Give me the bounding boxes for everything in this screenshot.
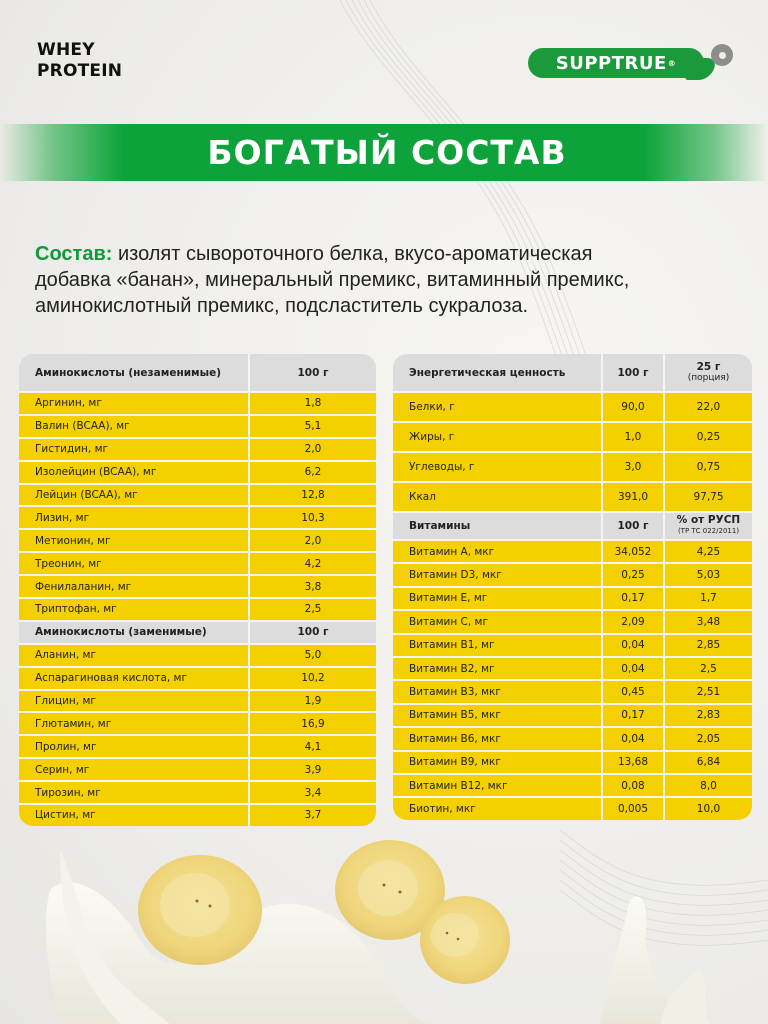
amino-acid-name: Пролин, мг [19, 736, 248, 757]
product-title-line2: PROTEIN [37, 61, 123, 81]
vitamin-name: Витамин В2, мг [393, 658, 601, 679]
vitamin-daily-percent: 6,84 [665, 752, 752, 773]
header-essential-label: Аминокислоты (незаменимые) [19, 354, 248, 391]
vitamin-name: Витамин В12, мкг [393, 775, 601, 796]
vitamin-per-100g: 13,68 [603, 752, 663, 773]
vitamin-daily-percent: 2,05 [665, 728, 752, 749]
amino-acid-value: 2,0 [250, 439, 376, 460]
amino-acid-value: 16,9 [250, 713, 376, 734]
header-serving-size: 25 г [696, 360, 721, 373]
amino-acid-name: Триптофан, мг [19, 599, 248, 620]
table-subheader-row [19, 622, 376, 643]
table-row [19, 736, 376, 757]
vitamin-daily-percent: 1,7 [665, 588, 752, 609]
table-row [19, 713, 376, 734]
header-serving-note: (порция) [687, 372, 730, 383]
amino-acid-value: 10,2 [250, 668, 376, 689]
vitamin-per-100g: 0,04 [603, 658, 663, 679]
header-per-100g: 100 г [603, 354, 663, 391]
nutrient-name: Ккал [393, 483, 601, 511]
table-header-row [19, 354, 376, 391]
vitamin-name: Витамин В5, мкг [393, 705, 601, 726]
amino-acid-value: 4,1 [250, 736, 376, 757]
vitamin-per-100g: 0,04 [603, 635, 663, 656]
table-row [393, 588, 752, 609]
vitamin-name: Витамин А, мкг [393, 541, 601, 562]
nutrient-per-serving: 22,0 [665, 393, 752, 421]
vitamin-daily-percent: 2,51 [665, 681, 752, 702]
amino-acid-name: Фенилаланин, мг [19, 576, 248, 597]
nutrient-per-serving: 0,25 [665, 423, 752, 451]
nutrient-per-100g: 1,0 [603, 423, 663, 451]
amino-acid-name: Треонин, мг [19, 553, 248, 574]
table-row [393, 393, 752, 421]
banana-milk-illustration [0, 830, 768, 1024]
header-per-100g: 100 г [250, 622, 376, 643]
table-row [19, 668, 376, 689]
header-daily-percent [665, 513, 752, 539]
composition-body: изолят сывороточного белка, вкусо-ароматическая добавка «банан», минеральный премикс, витаминный премикс, аминокислотный премикс, подсластитель сукралоза. [35, 243, 630, 317]
vitamin-name: Витамин D3, мкг [393, 564, 601, 585]
vitamin-per-100g: 0,25 [603, 564, 663, 585]
nutrient-name: Углеводы, г [393, 453, 601, 481]
table-row [19, 393, 376, 414]
amino-acid-value: 3,4 [250, 782, 376, 803]
table-row [19, 439, 376, 460]
vitamin-name: Биотин, мкг [393, 798, 601, 819]
vitamin-name: Витамин С, мг [393, 611, 601, 632]
amino-acid-value: 5,0 [250, 645, 376, 666]
vitamin-daily-percent: 3,48 [665, 611, 752, 632]
table-row [393, 453, 752, 481]
header-per-serving [665, 354, 752, 391]
table-row [393, 798, 752, 819]
vitamin-name: Витамин В6, мкг [393, 728, 601, 749]
vitamin-name: Витамин В9, мкг [393, 752, 601, 773]
table-row [19, 485, 376, 506]
vitamin-daily-percent: 2,85 [665, 635, 752, 656]
table-row [393, 635, 752, 656]
amino-acid-name: Серин, мг [19, 759, 248, 780]
nutrition-table [393, 354, 752, 820]
amino-acid-name: Глютамин, мг [19, 713, 248, 734]
nutrient-per-100g: 3,0 [603, 453, 663, 481]
nutrient-per-serving: 97,75 [665, 483, 752, 511]
nutrient-per-100g: 90,0 [603, 393, 663, 421]
table-row [19, 462, 376, 483]
vitamin-per-100g: 0,04 [603, 728, 663, 749]
vitamin-per-100g: 0,17 [603, 588, 663, 609]
table-row [19, 416, 376, 437]
table-row [393, 658, 752, 679]
table-row [393, 423, 752, 451]
logo-text: SUPPTRUE [555, 52, 667, 74]
brand-logo [528, 44, 738, 80]
amino-acids-table [19, 354, 376, 826]
table-row [19, 599, 376, 620]
table-row [19, 553, 376, 574]
composition-text [35, 241, 635, 319]
amino-acid-value: 6,2 [250, 462, 376, 483]
composition-label: Состав: [35, 243, 113, 265]
amino-acid-value: 4,2 [250, 553, 376, 574]
amino-acid-name: Глицин, мг [19, 691, 248, 712]
table-row [393, 611, 752, 632]
table-row [393, 728, 752, 749]
amino-acid-name: Изолейцин (BCAA), мг [19, 462, 248, 483]
section-banner [0, 124, 768, 181]
vitamin-daily-percent: 2,5 [665, 658, 752, 679]
vitamin-per-100g: 0,17 [603, 705, 663, 726]
logo-pill [528, 48, 704, 78]
amino-acid-value: 2,5 [250, 599, 376, 620]
table-header-row [393, 354, 752, 391]
amino-acid-value: 12,8 [250, 485, 376, 506]
table-row [393, 483, 752, 511]
vitamin-name: Витамин В3, мкг [393, 681, 601, 702]
amino-acid-name: Лизин, мг [19, 507, 248, 528]
table-row [393, 564, 752, 585]
vitamin-per-100g: 0,08 [603, 775, 663, 796]
amino-acid-name: Аспарагиновая кислота, мг [19, 668, 248, 689]
header-energy-label: Энергетическая ценность [393, 354, 601, 391]
amino-acid-value: 2,0 [250, 530, 376, 551]
table-row [393, 752, 752, 773]
nutrient-name: Белки, г [393, 393, 601, 421]
amino-acid-value: 1,8 [250, 393, 376, 414]
header-vitamins-label: Витамины [393, 513, 601, 539]
table-subheader-row [393, 513, 752, 539]
amino-acid-value: 3,8 [250, 576, 376, 597]
nutrient-per-serving: 0,75 [665, 453, 752, 481]
vitamin-daily-percent: 2,83 [665, 705, 752, 726]
amino-acid-name: Лейцин (BCAA), мг [19, 485, 248, 506]
amino-acid-value: 3,9 [250, 759, 376, 780]
header-nonessential-label: Аминокислоты (заменимые) [19, 622, 248, 643]
vitamin-per-100g: 0,005 [603, 798, 663, 819]
amino-acid-name: Аргинин, мг [19, 393, 248, 414]
table-row [19, 782, 376, 803]
vitamin-daily-percent: 4,25 [665, 541, 752, 562]
product-title [37, 40, 122, 82]
amino-acid-name: Аланин, мг [19, 645, 248, 666]
amino-acid-name: Метионин, мг [19, 530, 248, 551]
table-row [393, 705, 752, 726]
table-row [393, 541, 752, 562]
table-row [393, 775, 752, 796]
vitamin-daily-percent: 10,0 [665, 798, 752, 819]
vitamin-per-100g: 0,45 [603, 681, 663, 702]
table-row [19, 530, 376, 551]
header-daily-percent-label: % от РУСП [676, 514, 741, 526]
header-per-100g: 100 г [603, 513, 663, 539]
table-row [19, 805, 376, 826]
amino-acid-value: 5,1 [250, 416, 376, 437]
vitamin-name: Витамин В1, мг [393, 635, 601, 656]
table-row [393, 681, 752, 702]
vitamin-name: Витамин Е, мг [393, 588, 601, 609]
nutrient-name: Жиры, г [393, 423, 601, 451]
amino-acid-name: Валин (BCAA), мг [19, 416, 248, 437]
weight-plate-icon [711, 44, 733, 66]
amino-acid-name: Тирозин, мг [19, 782, 248, 803]
table-row [19, 576, 376, 597]
banner-title: БОГАТЫЙ СОСТАВ [207, 133, 567, 172]
nutrient-per-100g: 391,0 [603, 483, 663, 511]
vitamin-daily-percent: 8,0 [665, 775, 752, 796]
amino-acid-value: 1,9 [250, 691, 376, 712]
vitamin-per-100g: 34,052 [603, 541, 663, 562]
header-regulation-note: (ТР ТС 022/2011) [677, 527, 740, 535]
amino-acid-value: 10,3 [250, 507, 376, 528]
vitamin-per-100g: 2,09 [603, 611, 663, 632]
amino-acid-name: Цистин, мг [19, 805, 248, 826]
amino-acid-value: 3,7 [250, 805, 376, 826]
product-title-line1: WHEY [37, 40, 95, 60]
vitamin-daily-percent: 5,03 [665, 564, 752, 585]
registered-mark: ® [667, 58, 677, 68]
table-row [19, 691, 376, 712]
table-row [19, 507, 376, 528]
table-row [19, 645, 376, 666]
amino-acid-name: Гистидин, мг [19, 439, 248, 460]
header-per-100g: 100 г [250, 354, 376, 391]
table-row [19, 759, 376, 780]
